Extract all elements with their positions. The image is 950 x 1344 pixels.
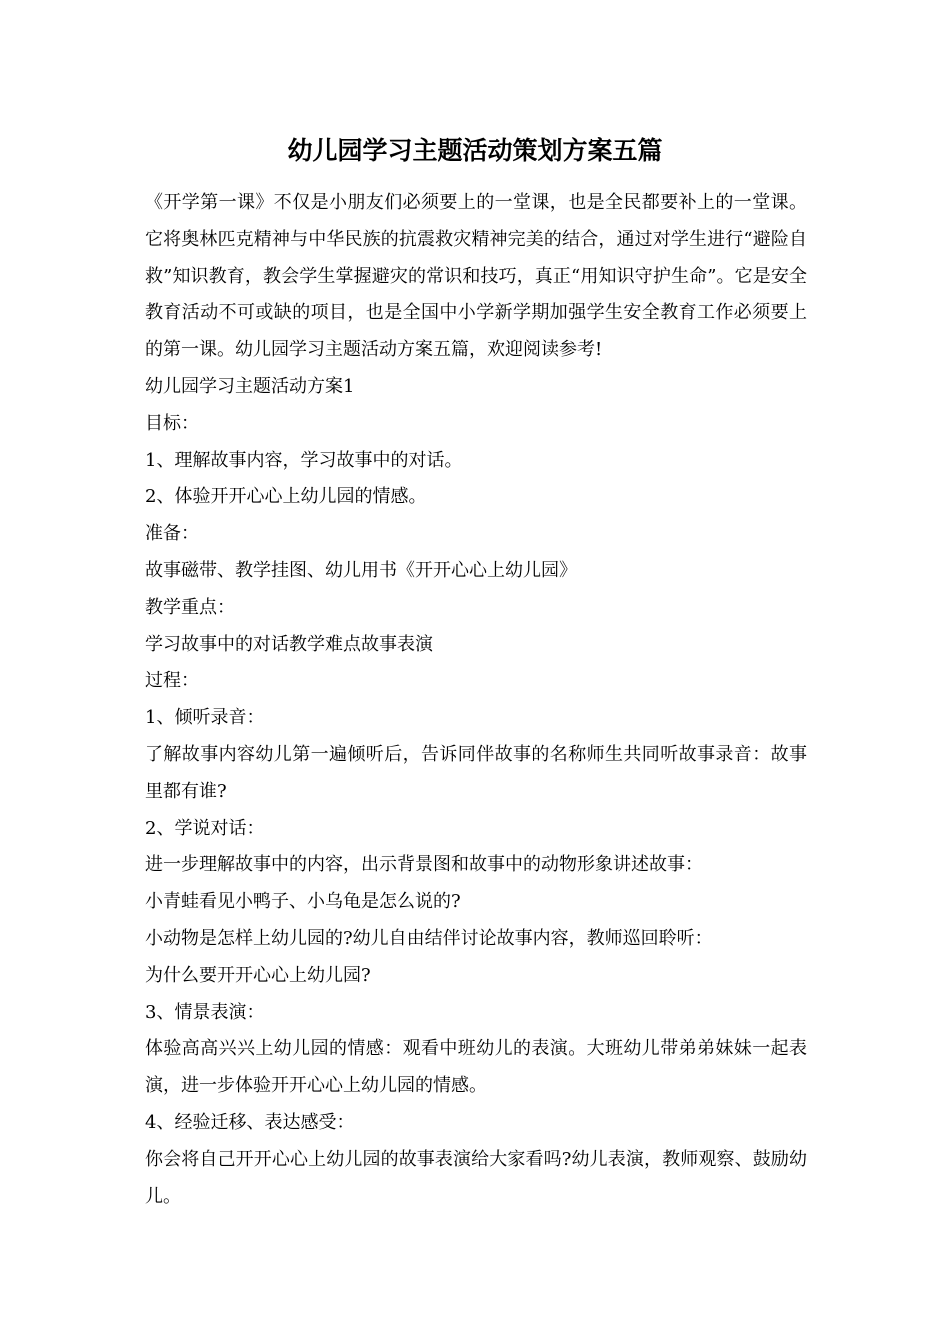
section-heading: 幼儿园学习主题活动方案1: [145, 375, 355, 397]
step-text: 进一步理解故事中的内容，出示背景图和故事中的动物形象讲述故事：: [145, 854, 703, 876]
label-goals: 目标：: [145, 412, 199, 434]
intro-paragraph: 《开学第一课》不仅是小朋友们必须要上的一堂课，也是全民都要补上的一堂课。它将奥林匹克精神与中华民族的抗震救灾精神完美的结合，通过对学生进行“避险自救”知识教育，教会学生掌握避灾的常识和技巧，真正“用知识守护生命”。它是安全教育活动不可或缺的项目，也是全国中小学新学期加强学生安全教育工作必须要上的第一课。幼儿园学习主题活动方案五篇，欢迎阅读参考!: [145, 192, 807, 361]
step-text: 你会将自己开开心心上幼儿园的故事表演给大家看吗?幼儿表演，教师观察、鼓励幼儿。: [145, 1148, 807, 1207]
document-body: [145, 185, 807, 1215]
document-title: 幼儿园学习主题活动策划方案五篇: [287, 136, 663, 165]
label-process: 过程：: [145, 670, 199, 692]
step-text: 小青蛙看见小鸭子、小乌龟是怎么说的?: [145, 891, 461, 913]
step-heading: 3、情景表演：: [145, 1001, 265, 1023]
step-heading: 4、经验迁移、表达感受：: [145, 1111, 355, 1133]
step-text: 体验高高兴兴上幼儿园的情感：观看中班幼儿的表演。大班幼儿带弟弟妹妹一起表演，进一步体验开开心心上幼儿园的情感。: [145, 1038, 807, 1097]
label-key-points: 教学重点：: [145, 596, 235, 618]
step-heading: 1、倾听录音：: [145, 707, 265, 729]
step-text: 小动物是怎样上幼儿园的?幼儿自由结伴讨论故事内容，教师巡回聆听：: [145, 927, 713, 949]
step-text: 了解故事内容幼儿第一遍倾听后，告诉同伴故事的名称师生共同听故事录音：故事里都有谁?: [145, 743, 807, 802]
goal-item: 2、体验开开心心上幼儿园的情感。: [145, 486, 427, 508]
key-points-text: 学习故事中的对话教学难点故事表演: [145, 633, 433, 655]
label-preparation: 准备：: [145, 523, 199, 545]
step-heading: 2、学说对话：: [145, 817, 265, 839]
goal-item: 1、理解故事内容，学习故事中的对话。: [145, 449, 463, 471]
preparation-text: 故事磁带、教学挂图、幼儿用书《开开心心上幼儿园》: [145, 559, 577, 581]
step-text: 为什么要开开心心上幼儿园?: [145, 964, 371, 986]
